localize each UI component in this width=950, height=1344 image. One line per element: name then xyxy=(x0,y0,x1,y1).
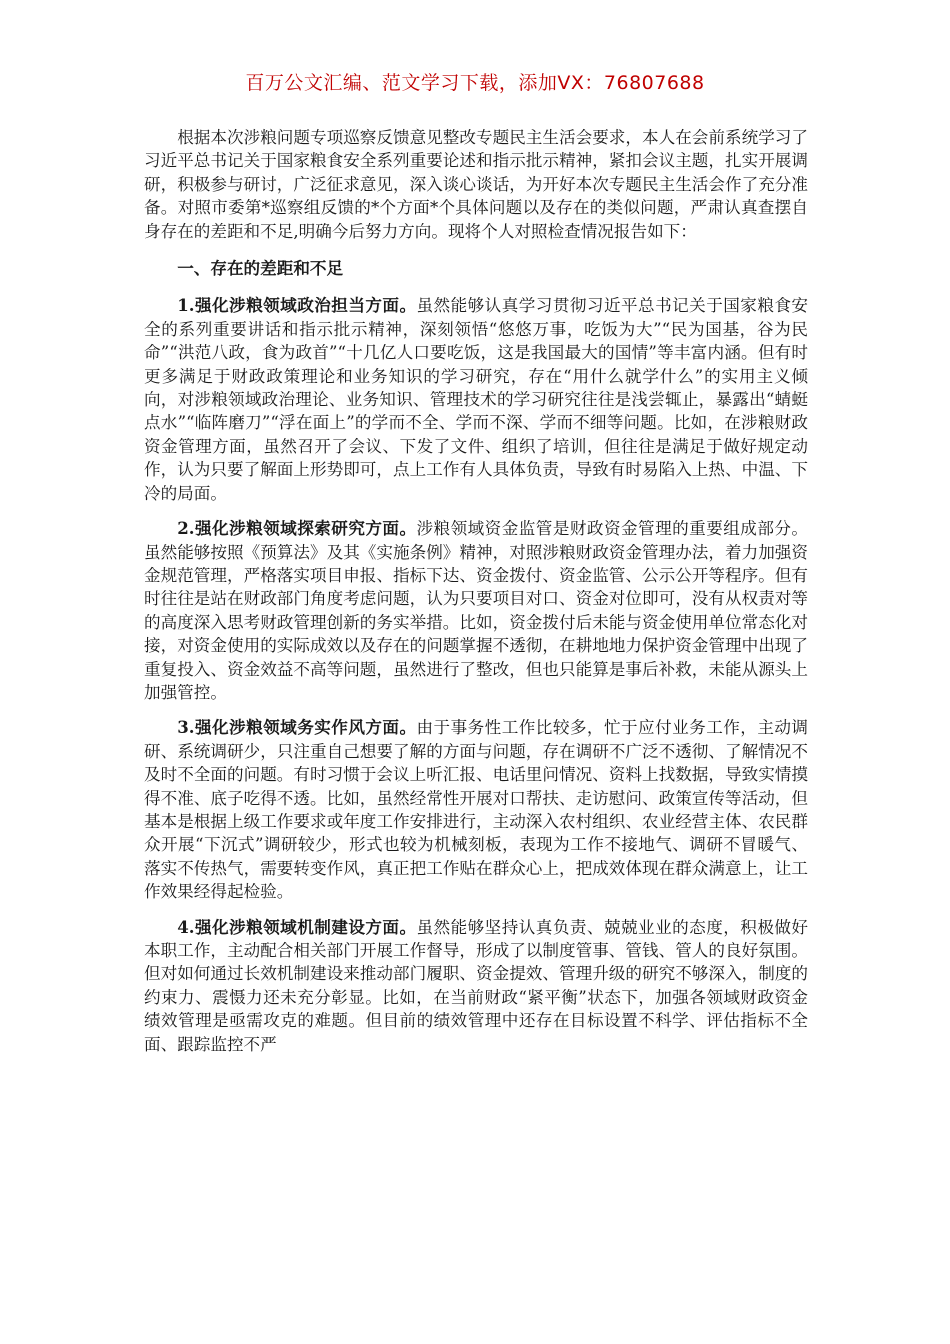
intro-paragraph: 根据本次涉粮问题专项巡察反馈意见整改专题民主生活会要求，本人在会前系统学习了习近平总书记关于国家粮食安全系列重要论述和指示批示精神，紧扣会议主题，扎实开展调研，积极参与研讨，广泛征求意见，深入谈心谈话，为开好本次专题民主生活会作了充分准备。对照市委第*巡察组反馈的*个方面*个具体问题以及存在的类似问题，严肃认真查摆自身存在的差距和不足,明确今后努力方向。现将个人对照检查情况报告如下： xyxy=(144,128,808,241)
item-lead-3: 3.强化涉粮领域务实作风方面。 xyxy=(177,717,417,738)
item-lead-4: 4.强化涉粮领域机制建设方面。 xyxy=(177,916,417,937)
section-heading-1: 一、存在的差距和不足 xyxy=(177,258,344,279)
watermark-header: 百万公文汇编、范文学习下载，添加VX：76807688 xyxy=(245,72,705,94)
item-paragraph-1 xyxy=(144,294,808,505)
document-body xyxy=(144,126,808,1056)
item-body-3: 由于事务性工作比较多，忙于应付业务工作，主动调研、系统调研少，只注重自己想要了解的方面与问题，存在调研不广泛不透彻、了解情况不及时不全面的问题。有时习惯于会议上听汇报、电话里问情况、资料上找数据，导致实情摸得不准、底子吃得不透。比如，虽然经常性开展对口帮扶、走访慰问、政策宣传等活动，但基本是根据上级工作要求或年度工作安排进行，主动深入农村组织、农业经营主体、农民群众开展“下沉式”调研较少，形式也较为机械刻板，表现为工作不接地气、调研不冒暖气、落实不传热气，需要转变作风，真正把工作贴在群众心上，把成效体现在群众满意上，让工作效果经得起检验。 xyxy=(144,718,808,902)
item-paragraph-3 xyxy=(144,716,808,903)
item-body-2: 涉粮领域资金监管是财政资金管理的重要组成部分。虽然能够按照《预算法》及其《实施条例》精神，对照涉粮财政资金管理办法，着力加强资金规范管理，严格落实项目申报、指标下达、资金拨付、资金监管、公示公开等程序。但有时往往是站在财政部门角度考虑问题，认为只要项目对口、资金对位即可，没有从权责对等的高度深入思考财政管理创新的务实举措。比如，资金拨付后未能与资金使用单位常态化对接，对资金使用的实际成效以及存在的问题掌握不透彻，在耕地地力保护资金管理中出现了重复投入、资金效益不高等问题，虽然进行了整改，但也只能算是事后补救，未能从源头上加强管控。 xyxy=(144,519,808,702)
item-paragraph-4 xyxy=(144,916,808,1056)
item-body-1: 虽然能够认真学习贯彻习近平总书记关于国家粮食安全的系列重要讲话和指示批示精神，深刻领悟“悠悠万事，吃饭为大”“民为国基，谷为民命”“洪范八政，食为政首”“十几亿人口要吃饭，这是我国最大的国情”等丰富内涵。但有时更多满足于财政政策理论和业务知识的学习研究，存在“用什么就学什么”的实用主义倾向，对涉粮领域政治理论、业务知识、管理技术的学习研究往往是浅尝辄止，暴露出“蜻蜓点水”“临阵磨刀”“浮在面上”的学而不全、学而不深、学而不细等问题。比如，在涉粮财政资金管理方面，虽然召开了会议、下发了文件、组织了培训，但往往是满足于做好规定动作，认为只要了解面上形势即可，点上工作有人具体负责，导致有时易陷入上热、中温、下冷的局面。 xyxy=(144,296,808,503)
item-lead-1: 1.强化涉粮领域政治担当方面。 xyxy=(177,295,417,316)
item-lead-2: 2.强化涉粮领域探索研究方面。 xyxy=(177,518,417,539)
item-paragraph-2 xyxy=(144,517,808,704)
item-body-4: 虽然能够坚持认真负责、兢兢业业的态度，积极做好本职工作，主动配合相关部门开展工作督导，形成了以制度管事、管钱、管人的良好氛围。但对如何通过长效机制建设来推动部门履职、资金提效、管理升级的研究不够深入，制度的约束力、震慑力还未充分彰显。比如，在当前财政“紧平衡”状态下，加强各领域财政资金绩效管理是亟需攻克的难题。但目前的绩效管理中还存在目标设置不科学、评估指标不全面、跟踪监控不严 xyxy=(144,917,808,1054)
